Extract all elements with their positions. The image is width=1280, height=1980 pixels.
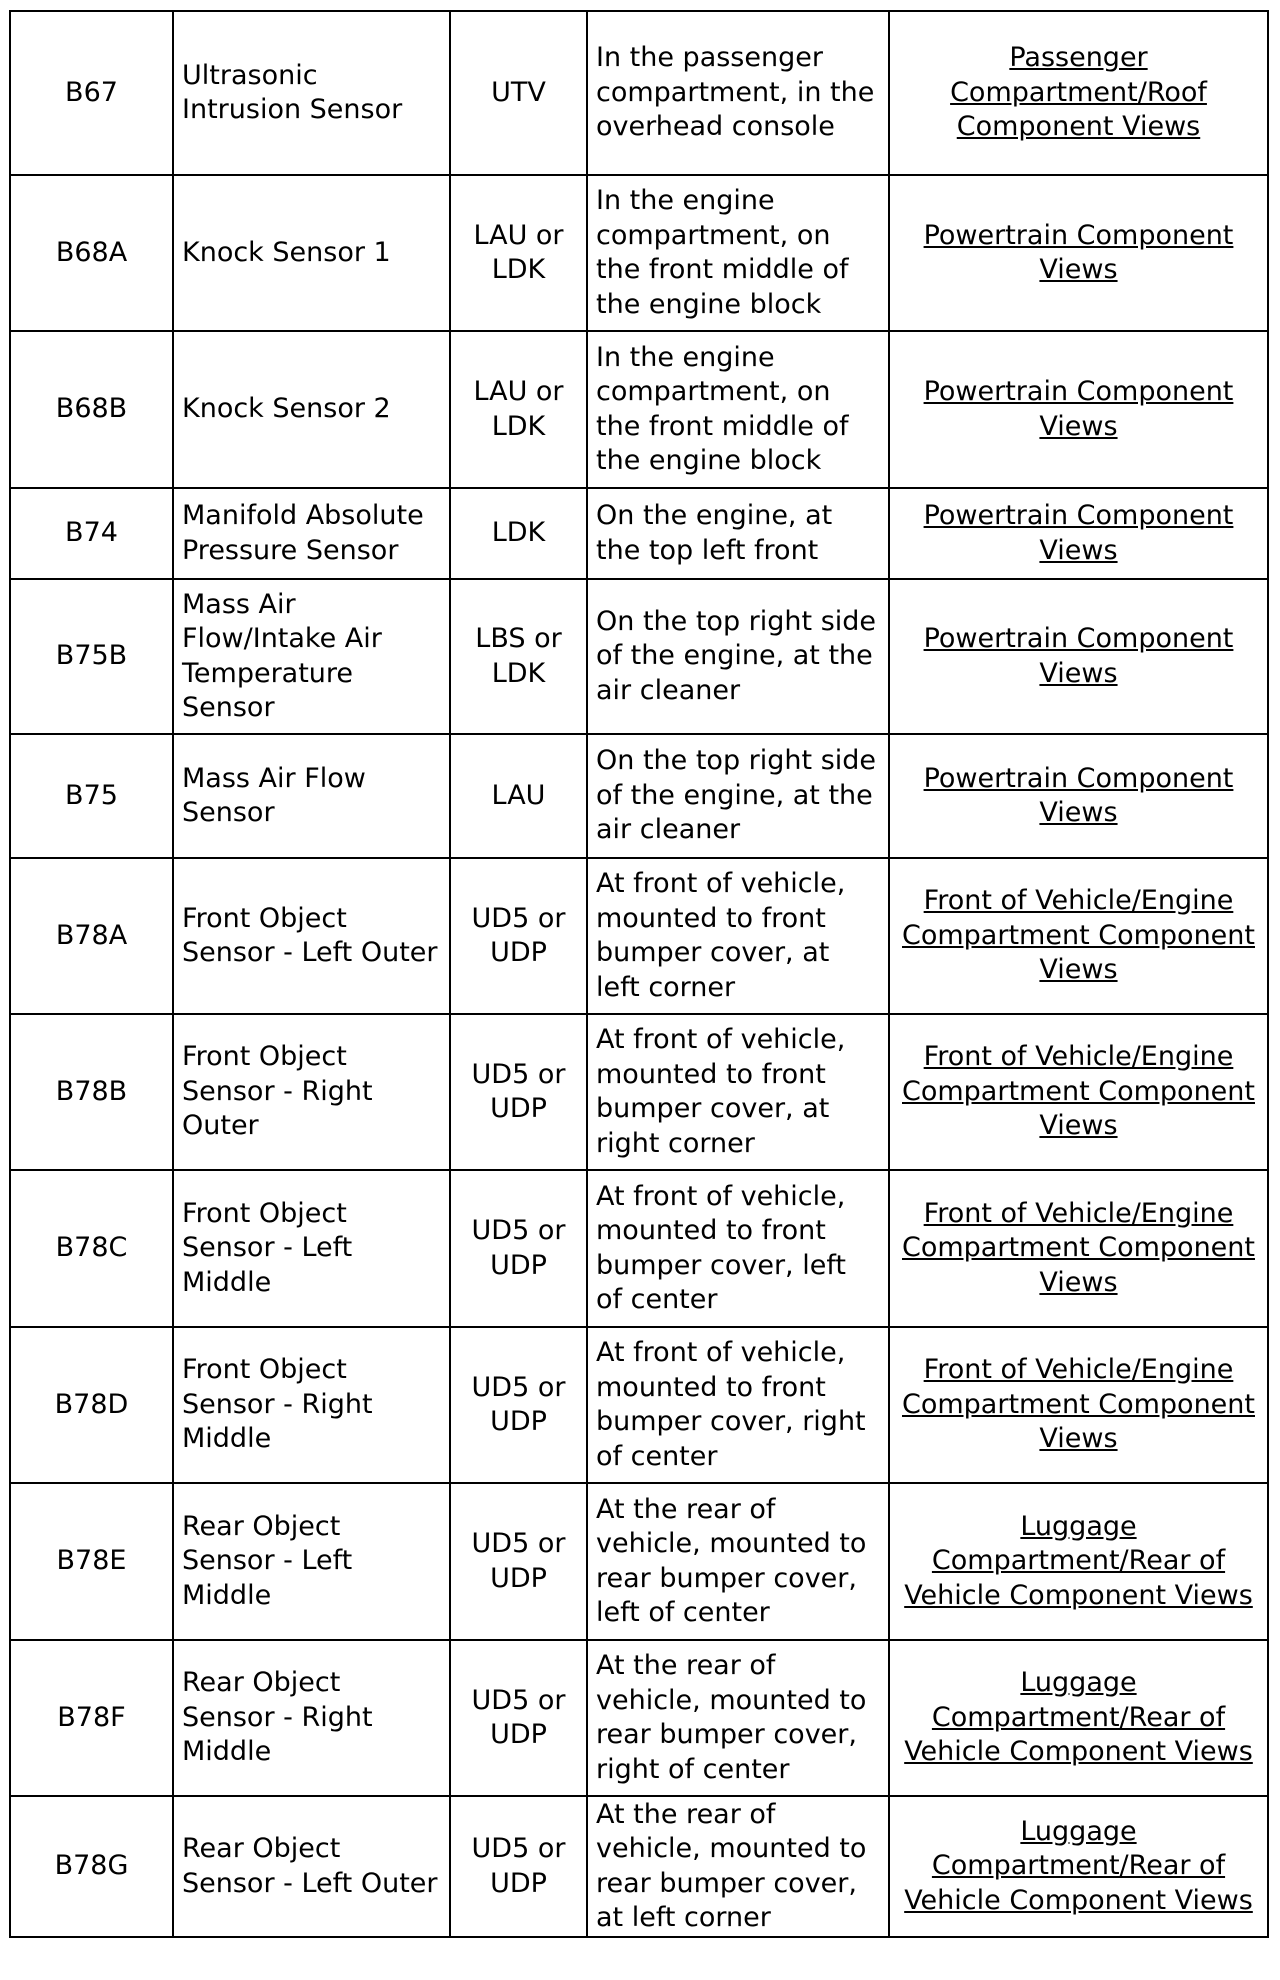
component-name-cell: Front Object Sensor - Right Middle: [173, 1327, 450, 1483]
component-id-cell: B78E: [10, 1483, 173, 1640]
table-row: [10, 1483, 1268, 1640]
location-cell: At front of vehicle, mounted to front bumper cover, left of center: [587, 1170, 889, 1327]
component-name-cell: Rear Object Sensor - Right Middle: [173, 1640, 450, 1796]
location-cell: At the rear of vehicle, mounted to rear bumper cover, at left corner: [587, 1796, 889, 1937]
option-code-cell: UD5 or UDP: [450, 1170, 587, 1327]
component-view-link[interactable]: Powertrain Component Views: [889, 579, 1268, 734]
component-view-link[interactable]: Passenger Compartment/Roof Component Views: [889, 11, 1268, 175]
table-row: [10, 1014, 1268, 1170]
component-id-cell: B68B: [10, 331, 173, 488]
component-locator-table: [9, 10, 1269, 1938]
option-code-cell: UD5 or UDP: [450, 1640, 587, 1796]
component-view-link[interactable]: Luggage Compartment/Rear of Vehicle Component Views: [889, 1483, 1268, 1640]
location-cell: At the rear of vehicle, mounted to rear bumper cover, left of center: [587, 1483, 889, 1640]
component-id-cell: B74: [10, 488, 173, 579]
option-code-cell: LDK: [450, 488, 587, 579]
table-row: [10, 11, 1268, 175]
option-code-cell: LAU or LDK: [450, 175, 587, 331]
table-row: [10, 1796, 1268, 1937]
table-row: [10, 331, 1268, 488]
option-code-cell: UD5 or UDP: [450, 1327, 587, 1483]
component-view-link[interactable]: Luggage Compartment/Rear of Vehicle Component Views: [889, 1796, 1268, 1937]
table-row: [10, 1640, 1268, 1796]
component-name-cell: Front Object Sensor - Right Outer: [173, 1014, 450, 1170]
component-name-cell: Rear Object Sensor - Left Middle: [173, 1483, 450, 1640]
component-view-link[interactable]: Powertrain Component Views: [889, 175, 1268, 331]
location-cell: At front of vehicle, mounted to front bumper cover, at left corner: [587, 858, 889, 1014]
option-code-cell: UD5 or UDP: [450, 1483, 587, 1640]
option-code-cell: UD5 or UDP: [450, 1014, 587, 1170]
option-code-cell: LAU: [450, 734, 587, 858]
table-row: [10, 858, 1268, 1014]
location-cell: On the engine, at the top left front: [587, 488, 889, 579]
table-row: [10, 1327, 1268, 1483]
location-cell: In the engine compartment, on the front middle of the engine block: [587, 331, 889, 488]
component-view-link[interactable]: Front of Vehicle/Engine Compartment Component Views: [889, 1014, 1268, 1170]
component-name-cell: Rear Object Sensor - Left Outer: [173, 1796, 450, 1937]
component-view-link[interactable]: Powertrain Component Views: [889, 734, 1268, 858]
component-name-cell: Ultrasonic Intrusion Sensor: [173, 11, 450, 175]
location-cell: On the top right side of the engine, at the air cleaner: [587, 579, 889, 734]
component-view-link[interactable]: Front of Vehicle/Engine Compartment Component Views: [889, 858, 1268, 1014]
table-row: [10, 734, 1268, 858]
component-name-cell: Mass Air Flow Sensor: [173, 734, 450, 858]
option-code-cell: LBS or LDK: [450, 579, 587, 734]
location-cell: On the top right side of the engine, at the air cleaner: [587, 734, 889, 858]
location-cell: At the rear of vehicle, mounted to rear bumper cover, right of center: [587, 1640, 889, 1796]
component-name-cell: Manifold Absolute Pressure Sensor: [173, 488, 450, 579]
component-id-cell: B78B: [10, 1014, 173, 1170]
component-view-link[interactable]: Front of Vehicle/Engine Compartment Component Views: [889, 1170, 1268, 1327]
component-id-cell: B78F: [10, 1640, 173, 1796]
option-code-cell: UTV: [450, 11, 587, 175]
component-view-link[interactable]: Luggage Compartment/Rear of Vehicle Component Views: [889, 1640, 1268, 1796]
option-code-cell: LAU or LDK: [450, 331, 587, 488]
component-id-cell: B78A: [10, 858, 173, 1014]
component-id-cell: B75: [10, 734, 173, 858]
location-cell: At front of vehicle, mounted to front bumper cover, right of center: [587, 1327, 889, 1483]
location-cell: In the passenger compartment, in the overhead console: [587, 11, 889, 175]
component-id-cell: B68A: [10, 175, 173, 331]
component-view-link[interactable]: Powertrain Component Views: [889, 331, 1268, 488]
component-id-cell: B78C: [10, 1170, 173, 1327]
option-code-cell: UD5 or UDP: [450, 1796, 587, 1937]
option-code-cell: UD5 or UDP: [450, 858, 587, 1014]
component-id-cell: B67: [10, 11, 173, 175]
component-name-cell: Mass Air Flow/Intake Air Temperature Sensor: [173, 579, 450, 734]
table-body: [10, 11, 1268, 1937]
component-id-cell: B75B: [10, 579, 173, 734]
component-view-link[interactable]: Front of Vehicle/Engine Compartment Component Views: [889, 1327, 1268, 1483]
table-row: [10, 175, 1268, 331]
component-name-cell: Front Object Sensor - Left Outer: [173, 858, 450, 1014]
component-name-cell: Front Object Sensor - Left Middle: [173, 1170, 450, 1327]
table-row: [10, 579, 1268, 734]
component-view-link[interactable]: Powertrain Component Views: [889, 488, 1268, 579]
location-cell: In the engine compartment, on the front middle of the engine block: [587, 175, 889, 331]
table-row: [10, 488, 1268, 579]
component-id-cell: B78G: [10, 1796, 173, 1937]
component-id-cell: B78D: [10, 1327, 173, 1483]
component-name-cell: Knock Sensor 1: [173, 175, 450, 331]
location-cell: At front of vehicle, mounted to front bumper cover, at right corner: [587, 1014, 889, 1170]
table-row: [10, 1170, 1268, 1327]
component-name-cell: Knock Sensor 2: [173, 331, 450, 488]
